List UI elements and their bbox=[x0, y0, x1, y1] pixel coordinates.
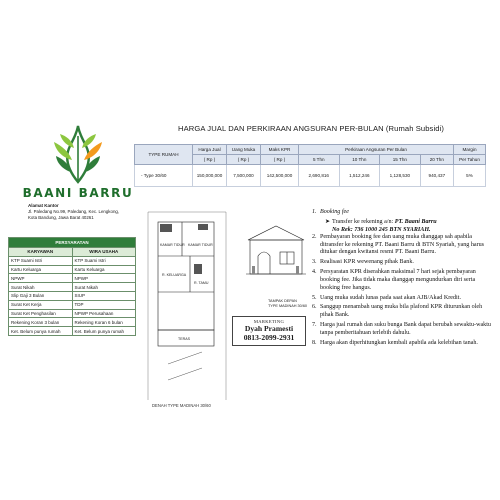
list-item-text: Realisasi KPR wewenang pihak Bank. bbox=[320, 259, 414, 266]
table-row bbox=[9, 265, 136, 274]
list-item-text: Pembayaran booking fee dan uang muka dianggap sah apabila ditransfer ke rekening PT. Baani Barru di BTN Syariah, yang harus ditukar dengan kwitansi resmi PT. Baani Barru. bbox=[320, 234, 485, 256]
address-text: Jl. Paledang No.99, Paledang, Kec. Lengkong, Kota Bandung, Jawa Barat 40261 bbox=[28, 209, 120, 220]
marketing-label: MARKETING bbox=[253, 319, 285, 324]
table-row bbox=[135, 165, 486, 187]
marketing-box bbox=[232, 316, 306, 346]
installment-cell: 1,512,246 bbox=[339, 165, 380, 187]
marketing-phone: 0813-2099-2931 bbox=[243, 333, 295, 342]
list-item-number: 2. bbox=[312, 234, 317, 241]
list-item-text: Harga jual rumah dan suku bunga Bank dapat berubah sewaktu-waktu tanpa pemberitahuan terlebih dahulu. bbox=[320, 322, 491, 336]
table-cell: Surat Ket Kerja bbox=[9, 300, 73, 309]
table-row bbox=[9, 300, 136, 309]
list-item-number: 5. bbox=[312, 294, 317, 301]
table-cell: NPWP Perusahaan bbox=[72, 309, 136, 318]
list-item bbox=[312, 340, 494, 348]
price-table bbox=[134, 144, 486, 187]
list-item-number: 3. bbox=[312, 259, 317, 266]
leaf-logo-icon bbox=[52, 124, 104, 184]
table-cell: TDP bbox=[72, 300, 136, 309]
table-row bbox=[9, 318, 136, 327]
requirements-table bbox=[8, 237, 136, 336]
margin-cell: 5% bbox=[454, 165, 486, 187]
tenor-header: 20 Thn bbox=[420, 155, 453, 165]
table-cell: KTP Suami Istri bbox=[72, 256, 136, 265]
house-caption-line: TAMPAK DEPAN bbox=[268, 299, 297, 303]
address-title: Alamat Kantor bbox=[28, 203, 59, 208]
marketing-name: Dyah Pramesti bbox=[244, 324, 294, 333]
column-header-harga: Harga Jual bbox=[193, 145, 227, 155]
list-item bbox=[312, 322, 494, 337]
requirements-title: PERSYARATAN bbox=[9, 238, 136, 248]
table-cell: Rekening Koran 3 bulan bbox=[9, 318, 73, 327]
list-item-number: 8. bbox=[312, 339, 317, 346]
column-header-type: TYPE RUMAH bbox=[135, 145, 193, 165]
house-caption-line: TYPE MADINAH 30/60 bbox=[268, 303, 308, 308]
room-label: R. KELUARGA bbox=[162, 273, 187, 277]
table-row bbox=[9, 283, 136, 292]
table-row bbox=[9, 256, 136, 265]
table-cell: KTP Suami Istri bbox=[9, 256, 73, 265]
list-item bbox=[312, 234, 494, 257]
column-header-uang-muka: Uang Muka bbox=[227, 145, 261, 155]
list-item bbox=[312, 269, 494, 292]
table-cell: Rekening Koran 6 bulan bbox=[72, 318, 136, 327]
table-row bbox=[9, 327, 136, 336]
table-cell: Slip Gaji 3 Bulan bbox=[9, 291, 73, 300]
house-caption bbox=[268, 299, 307, 308]
room-label: KAMAR TIDUR bbox=[160, 243, 185, 247]
house-front-drawing bbox=[244, 222, 308, 298]
installment-cell: 940,437 bbox=[420, 165, 453, 187]
sub-item-text: Transfer ke rekening a/n: bbox=[332, 218, 395, 225]
table-cell: Kartu Keluarga bbox=[9, 265, 73, 274]
table-cell: Ket. Belum punya rumah bbox=[9, 327, 73, 336]
table-cell: SIUP bbox=[72, 291, 136, 300]
company-name: BAANI BARRU bbox=[22, 186, 134, 200]
list-item-text: Uang muka sudah lunas pada saat akan AJB/Akad Kredit. bbox=[320, 294, 461, 301]
table-cell: Surat Ket Penghasilan bbox=[9, 309, 73, 318]
table-cell: NPWP bbox=[9, 274, 73, 283]
table-cell: Kartu Keluarga bbox=[72, 265, 136, 274]
list-item-number: 6. bbox=[312, 304, 317, 311]
list-item bbox=[312, 304, 494, 319]
list-item bbox=[312, 295, 494, 303]
table-cell: NPWP bbox=[72, 274, 136, 283]
room-label: TERAS bbox=[178, 337, 190, 341]
bank-account-number: No Rek: 736 1000 245 BTN SYARIAH. bbox=[332, 226, 431, 233]
table-cell: Surat Nikah bbox=[9, 283, 73, 292]
terms-list bbox=[312, 209, 494, 350]
arrow-bullet-icon: ➤ bbox=[325, 218, 331, 225]
table-row bbox=[9, 274, 136, 283]
house-type-cell: - Type 30/60 bbox=[135, 165, 193, 187]
table-row bbox=[9, 291, 136, 300]
table-row bbox=[9, 309, 136, 318]
column-header-wira-usaha: WIRA USAHA bbox=[72, 248, 136, 257]
column-header-karyawan: KARYAWAN bbox=[9, 248, 73, 257]
floor-plan-caption: DENAH TYPE MADINAH 30/60 bbox=[152, 403, 211, 408]
tenor-header: 15 Thn bbox=[380, 155, 421, 165]
list-item bbox=[312, 259, 494, 267]
room-label: KAMAR TIDUR bbox=[188, 243, 213, 247]
list-item-text: Booking fee bbox=[320, 209, 349, 215]
unit-label: ( Rp ) bbox=[261, 155, 299, 165]
installment-cell: 2,690,816 bbox=[299, 165, 340, 187]
sub-item bbox=[325, 219, 494, 234]
list-item-number: 4. bbox=[312, 269, 317, 276]
table-cell: Surat Nikah bbox=[72, 283, 136, 292]
column-header-margin: Margin bbox=[454, 145, 486, 155]
unit-label: ( Rp ) bbox=[193, 155, 227, 165]
list-item-text: Harga akan diperhitungkan kembali apabila ada kelebihan tanah. bbox=[320, 339, 478, 346]
list-item-text: Sanggup menambah uang muka bila plafond KPR diturunkan oleh pihak Bank. bbox=[320, 304, 483, 319]
page-title: HARGA JUAL DAN PERKIRAAN ANGSURAN PER-BULAN (Rumah Subsidi) bbox=[178, 124, 444, 133]
list-item-number: 7. bbox=[312, 322, 317, 329]
list-item-number: 1. bbox=[312, 209, 317, 215]
price-cell: 150,000,000 bbox=[193, 165, 227, 187]
column-header-kpr: Maks KPR bbox=[261, 145, 299, 155]
unit-label: Per Tahun bbox=[454, 155, 486, 165]
list-item bbox=[312, 209, 494, 217]
down-payment-cell: 7,500,000 bbox=[227, 165, 261, 187]
kpr-cell: 142,500,000 bbox=[261, 165, 299, 187]
bank-account-name: PT. Baani Barru bbox=[394, 218, 437, 225]
tenor-header: 5 Thn bbox=[299, 155, 340, 165]
installment-cell: 1,128,530 bbox=[380, 165, 421, 187]
tenor-header: 10 Thn bbox=[339, 155, 380, 165]
floor-plan-drawing bbox=[138, 204, 238, 404]
table-cell: Ket. Belum punya rumah bbox=[72, 327, 136, 336]
unit-label: ( Rp ) bbox=[227, 155, 261, 165]
list-item-text: Persyaratan KPR diserahkan maksimal 7 hari sejak pembayaran booking fee. Jika tidak maka dianggap mengundurkan diri serta booking free hangus. bbox=[320, 269, 476, 291]
column-header-angsuran: Perkiraan Angsuran Per Bulan bbox=[299, 145, 454, 155]
room-label: R. TAMU bbox=[194, 281, 209, 285]
